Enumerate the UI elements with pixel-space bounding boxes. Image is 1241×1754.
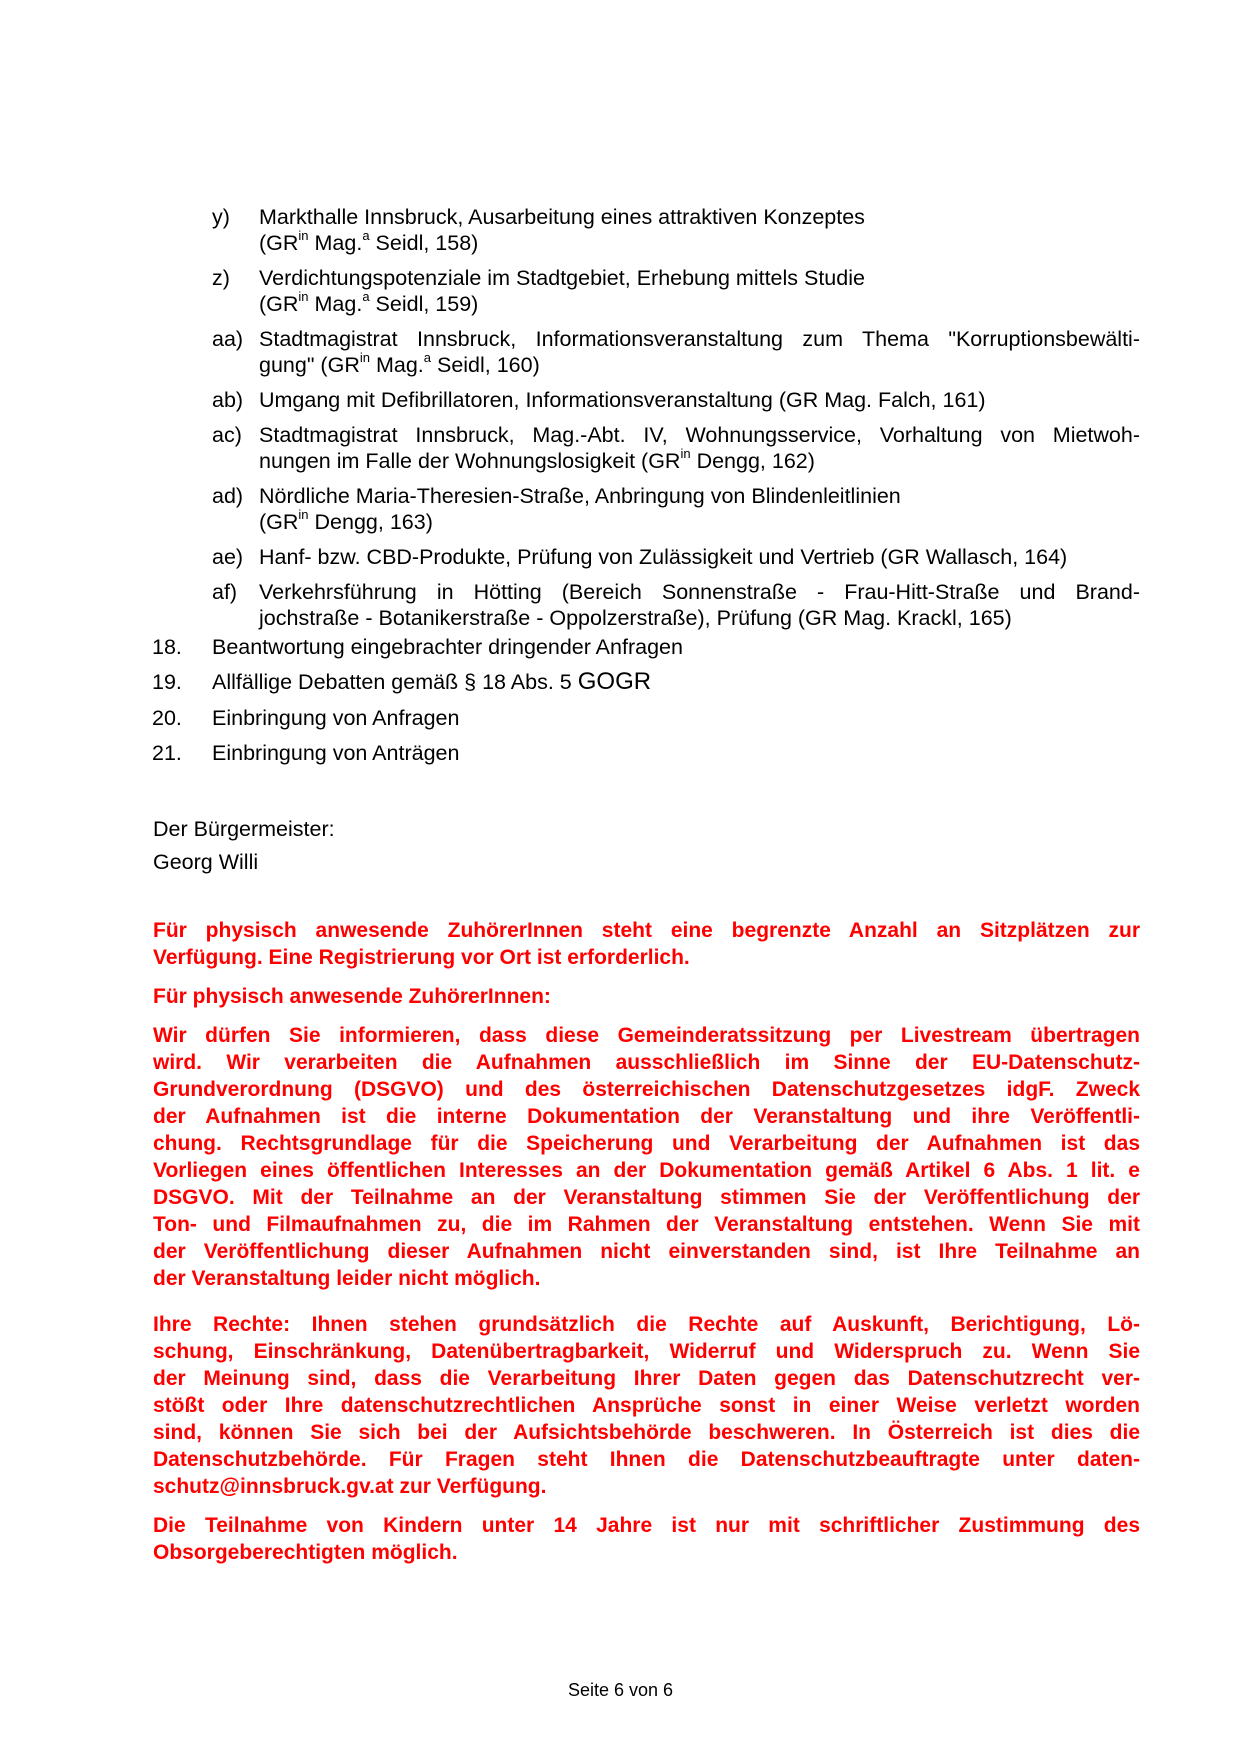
sub-item-text: Stadtmagistrat Innsbruck, Mag.-Abt. IV, Wohnungsservice, Vorhaltung von Mietwoh- — [259, 423, 1140, 447]
sub-item-label: ab) — [212, 388, 244, 412]
item-text: Einbringung von Anträgen — [212, 741, 460, 765]
sub-item-reference: ($GR^{in}$ Mag.$^a$ Seidl, 159) — [259, 288, 479, 316]
item-text: Einbringung von Anfragen — [212, 706, 460, 730]
sub-item-text: Stadtmagistrat Innsbruck, Informationsveranstaltung zum Thema "Korruptionsbewälti- — [259, 327, 1140, 351]
sub-item-label: y) — [212, 205, 230, 229]
sub-item-text: Verdichtungspotenziale im Stadtgebiet, Erhebung mittels Studie — [259, 266, 865, 290]
item-number: 20. — [152, 706, 182, 730]
notice-children: Die Teilnahme von Kindern unter 14 Jahre ist nur mit schriftlicher Zustimmung des Obsorgeberechtigten möglich. — [153, 1514, 1140, 1564]
item-text: Allfällige Debatten gemäß § 18 Abs. 5 GOGR — [212, 668, 652, 695]
item-number: 21. — [152, 741, 182, 765]
sub-item-text: Markthalle Innsbruck, Ausarbeitung eines attraktiven Konzeptes — [259, 205, 865, 229]
sub-item-text-cont: gung" ($GR^{in}$ Mag.$^a$ Seidl, 160) — [259, 349, 540, 377]
sub-item-reference: ($GR^{in}$ Dengg, 163) — [259, 506, 433, 534]
item-text: Beantwortung eingebrachter dringender Anfragen — [212, 635, 683, 659]
sub-item-label: af) — [212, 580, 238, 604]
sub-item-label: z) — [212, 266, 230, 290]
sub-item-reference: ($GR^{in}$ Mag.$^a$ Seidl, 158) — [259, 227, 479, 255]
item-number: 19. — [152, 670, 182, 694]
sub-item-text-cont: nungen im Falle der Wohnungslosigkeit ($GR^{in}$ Dengg, 162) — [259, 445, 815, 473]
sub-item-label: ad) — [212, 484, 244, 508]
sub-item-text: Hanf- bzw. CBD-Produkte, Prüfung von Zulässigkeit und Vertrieb (GR Wallasch, 164) — [259, 545, 1068, 569]
notice-heading: Für physisch anwesende ZuhörerInnen: — [153, 985, 551, 1008]
notice-seating: Für physisch anwesende ZuhörerInnen steht eine begrenzte Anzahl an Sitzplätzen zur Verfügung. Eine Registrierung vor Ort ist erforderlich. — [153, 919, 1140, 969]
sub-item-label: aa) — [212, 327, 244, 351]
item-number: 18. — [152, 635, 182, 659]
sub-item-text: Verkehrsführung in Hötting (Bereich Sonnenstraße - Frau-Hitt-Straße und Brand- — [259, 580, 1140, 604]
signature-role: Der Bürgermeister: — [153, 817, 335, 841]
signature-name: Georg Willi — [153, 850, 259, 874]
signature-block — [153, 813, 335, 879]
sub-item-label: ae) — [212, 545, 244, 569]
sub-item-text: Nördliche Maria-Theresien-Straße, Anbringung von Blindenleitlinien — [259, 484, 901, 508]
notice-livestream: Wir dürfen Sie informieren, dass diese Gemeinderatssitzung per Livestream übertragen wird. Wir verarbeiten die Aufnahmen ausschließlich im Sinne der EU-Datenschutz- Grundverordnung (DSGVO) und des österreichischen Datenschutzgesetzes idgF. Zweck der Aufnahmen ist die interne Dokumentation der Veranstaltung und ihre Veröffentli- chung. Rechtsgrundlage für die Speicherung und Verarbeitung der Aufnahmen ist das Vorliegen eines öffentlichen Interesses an der Dokumentation gemäß Artikel 6 Abs. 1 lit. e DSGVO. Mit der Teilnahme an der Veranstaltung stimmen Sie der Veröffentlichung der Ton- und Filmaufnahmen zu, die im Rahmen der Veranstaltung entstehen. Wenn Sie mit der Veröffentlichung dieser Aufnahmen nicht einverstanden sind, ist Ihre Teilnahme an der Veranstaltung leider nicht möglich. — [153, 1024, 1140, 1290]
sub-item-label: ac) — [212, 423, 242, 447]
sub-item-text: Umgang mit Defibrillatoren, Informationsveranstaltung (GR Mag. Falch, 161) — [259, 388, 986, 412]
page-number: Seite 6 von 6 — [567, 1680, 674, 1700]
notice-rights: Ihre Rechte: Ihnen stehen grundsätzlich die Rechte auf Auskunft, Berichtigung, Lö- schung, Einschränkung, Datenübertragbarkeit, Widerruf und Widerspruch zu. Wenn Sie der Meinung sind, dass die Verarbeitung Ihrer Daten gegen das Datenschutzrecht ver- stößt oder Ihre datenschutzrechtlichen Ansprüche sonst in einer Weise verletzt worden sind, können Sie sich bei der Aufsichtsbehörde beschweren. In Österreich ist dies die Datenschutzbehörde. Für Fragen steht Ihnen die Datenschutzbeauftragte unter daten- schutz@innsbruck.gv.at zur Verfügung. — [153, 1313, 1140, 1498]
sub-item-text-cont: jochstraße - Botanikerstraße - Oppolzerstraße), Prüfung (GR Mag. Krackl, 165) — [259, 606, 1012, 630]
